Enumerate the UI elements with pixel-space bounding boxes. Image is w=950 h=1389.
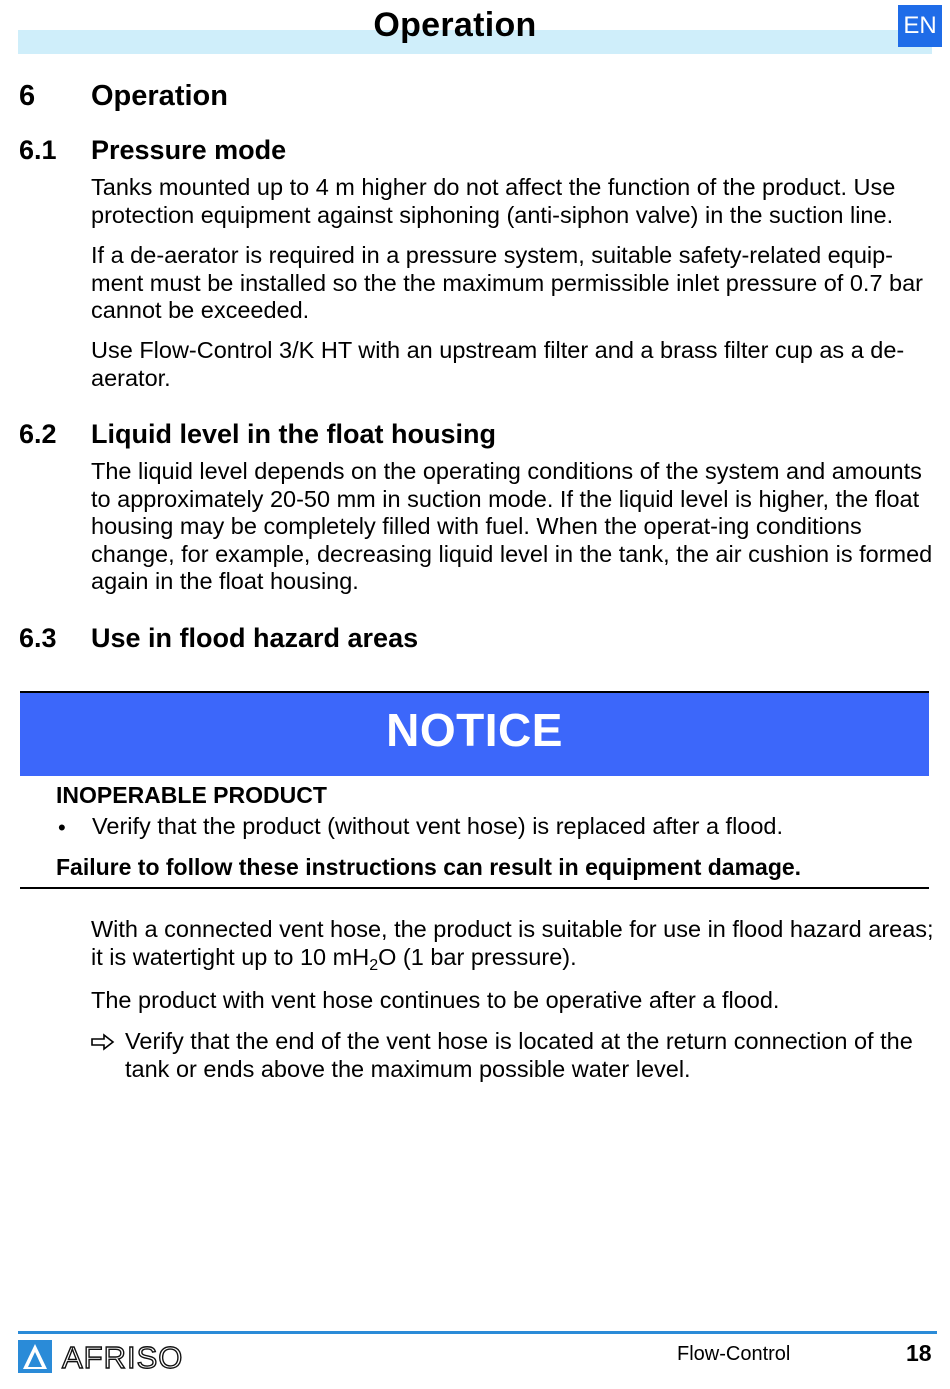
notice-title: NOTICE	[386, 704, 563, 756]
arrow-right-icon	[91, 1033, 115, 1051]
paragraph: Tanks mounted up to 4 m higher do not affect the function of the product. Use protection equipment against siphoning (anti-siphon valve) in the suction line.	[91, 174, 896, 228]
subsection-number: 6.1	[19, 135, 57, 165]
notice-subtitle: INOPERABLE PRODUCT	[56, 782, 327, 808]
subsection-title: Liquid level in the float housing	[91, 419, 496, 449]
paragraph-text: O (1 bar pressure).	[378, 943, 577, 970]
page-number: 18	[906, 1340, 932, 1366]
language-badge: EN	[898, 5, 942, 47]
notice-bullet: Verify that the product (without vent hose) is replaced after a flood.	[92, 813, 784, 839]
paragraph: The liquid level depends on the operating conditions of the system and amounts to approximately 20-50 mm in suction mode. If the liquid level is higher, the float housing may be completely filled with fuel. When the operat-ing conditions change, for example, decreasing liquid level in the tank, the air cushion is formed again in the float housing.	[91, 458, 933, 594]
footer-divider	[18, 1331, 937, 1334]
section-title: Operation	[91, 80, 228, 112]
bullet-icon: •	[58, 815, 66, 840]
brand-logo-text: AFRISO	[62, 1340, 184, 1375]
notice-divider	[20, 887, 929, 889]
header-title: Operation	[373, 6, 537, 44]
subsection-number: 6.2	[19, 419, 57, 449]
subscript: 2	[369, 956, 379, 974]
instruction-text: Verify that the end of the vent hose is located at the return connection of the tank or ends above the maximum possible water level.	[125, 1028, 913, 1082]
paragraph: If a de-aerator is required in a pressure system, suitable safety-related equip-ment must be installed so the the maximum permissible inlet pressure of 0.7 bar cannot be exceeded.	[91, 242, 924, 323]
afriso-logo-icon	[18, 1340, 52, 1373]
footer-product: Flow-Control	[677, 1343, 791, 1365]
paragraph-text: With a connected vent hose, the product is suitable for use in flood hazard areas; it is watertight up to 10 mH	[91, 916, 934, 970]
notice-warning: Failure to follow these instructions can result in equipment damage.	[56, 854, 802, 880]
paragraph: The product with vent hose continues to be operative after a flood.	[91, 987, 780, 1013]
watertight-paragraph	[91, 916, 936, 974]
subsection-number: 6.3	[19, 623, 57, 653]
notice-banner	[20, 693, 929, 776]
paragraph: Use Flow-Control 3/K HT with an upstream filter and a brass filter cup as a de-aerator.	[91, 337, 905, 391]
subsection-title: Use in flood hazard areas	[91, 623, 419, 653]
section-number: 6	[19, 80, 36, 112]
subsection-title: Pressure mode	[91, 135, 287, 165]
